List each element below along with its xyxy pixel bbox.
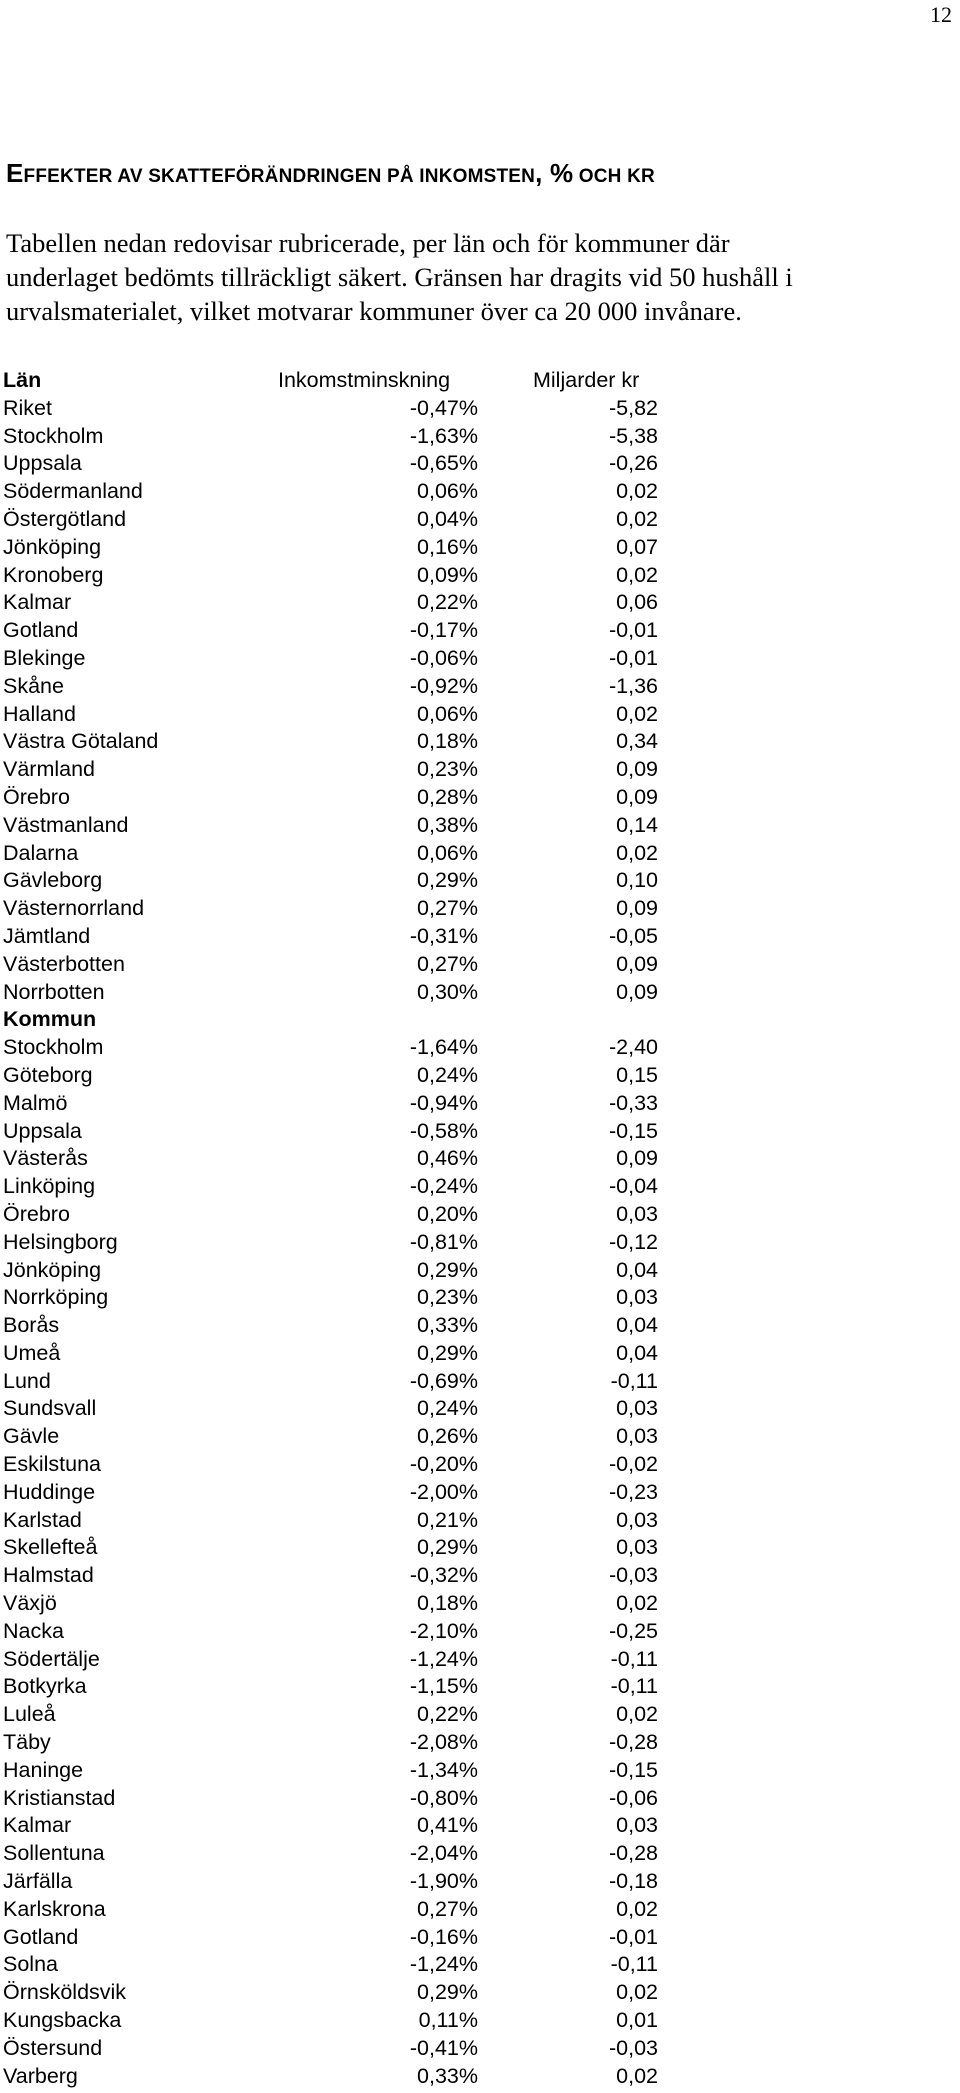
row-income-change: 0,29% [417,1980,478,2005]
row-billion-kr: 0,03 [616,1396,658,1421]
row-billion-kr: 0,02 [616,1591,658,1616]
row-income-change: 0,27% [417,1896,478,1921]
row-billion-kr: -0,25 [608,1618,658,1643]
table-row [3,1757,663,1785]
row-income-change: -0,31% [409,923,478,948]
row-billion-kr: -0,01 [608,1924,658,1949]
table-row [3,812,663,840]
row-billion-kr: -0,03 [608,2035,658,2060]
row-billion-kr: -0,26 [608,451,658,476]
row-billion-kr: 0,02 [616,2063,658,2088]
row-name: Västmanland [3,812,129,837]
table-row [3,1312,663,1340]
row-name: Kalmar [3,590,72,615]
row-name: Gotland [3,1924,79,1949]
row-billion-kr: -0,02 [608,1452,658,1477]
row-name: Norrbotten [3,979,105,1004]
row-income-change: -0,32% [409,1563,478,1588]
row-name: Kalmar [3,1813,72,1838]
row-name: Halmstad [3,1563,94,1588]
row-name: Östersund [3,2035,103,2060]
row-billion-kr: 0,02 [616,840,658,865]
row-billion-kr: -0,03 [608,1563,658,1588]
row-income-change: -0,92% [409,673,478,698]
row-income-change: -0,65% [409,451,478,476]
row-billion-kr: 0,10 [616,868,658,893]
intro-paragraph [6,226,946,328]
row-billion-kr: -5,82 [608,395,658,420]
row-name: Värmland [3,757,96,782]
row-billion-kr: 0,04 [616,1313,658,1338]
table-row [3,1534,663,1562]
table-row [3,1090,663,1118]
table-row [3,1840,663,1868]
row-income-change: 0,22% [417,590,478,615]
row-name: Jämtland [3,923,91,948]
row-billion-kr: 0,14 [616,812,658,837]
table-row [3,1423,663,1451]
row-name: Dalarna [3,840,79,865]
table-row [3,589,663,617]
row-billion-kr: 0,09 [616,784,658,809]
row-billion-kr: 0,07 [616,534,658,559]
table-row [3,1618,663,1646]
row-income-change: 0,27% [417,896,478,921]
page-number: 12 [930,2,952,27]
intro-line: urvalsmaterialet, vilket motvarar kommuner över ca 20 000 invånare. [6,296,742,326]
row-income-change: 0,46% [417,1146,478,1171]
table-row [3,840,663,868]
table-row [3,395,663,423]
row-income-change: -2,10% [409,1618,478,1643]
table-row [3,1646,663,1674]
row-income-change: -1,90% [409,1869,478,1894]
row-name: Halland [3,701,76,726]
row-billion-kr: 0,02 [616,506,658,531]
table-row [3,2007,663,2035]
row-billion-kr: -0,15 [608,1757,658,1782]
row-billion-kr: 0,09 [616,1146,658,1171]
row-billion-kr: -5,38 [608,423,658,448]
row-name: Umeå [3,1340,61,1365]
table-row [3,1201,663,1229]
row-income-change: 0,06% [417,840,478,865]
row-billion-kr: 0,01 [616,2008,658,2033]
row-name: Stockholm [3,423,104,448]
row-income-change: 0,38% [417,812,478,837]
table-row [3,1896,663,1924]
row-income-change: 0,29% [417,1340,478,1365]
row-income-change: 0,26% [417,1424,478,1449]
row-name: Helsingborg [3,1229,118,1254]
row-name: Botkyrka [3,1674,87,1699]
table-row [3,423,663,451]
table-row [3,1785,663,1813]
row-billion-kr: 0,03 [616,1285,658,1310]
column-header-lan: Län [3,368,42,392]
row-name: Täby [3,1730,51,1755]
row-billion-kr: -1,36 [608,673,658,698]
row-billion-kr: -0,01 [608,645,658,670]
row-name: Örebro [3,1201,70,1226]
row-billion-kr: -0,11 [610,1368,658,1393]
table-row [3,1924,663,1952]
table-row [3,1951,663,1979]
row-name: Södertälje [3,1646,100,1671]
table-row [3,506,663,534]
table-row [3,1673,663,1701]
row-billion-kr: -0,23 [608,1479,658,1504]
row-income-change: 0,11% [418,2008,478,2033]
row-name: Haninge [3,1757,84,1782]
row-name: Solna [3,1952,58,1977]
table-row [3,1062,663,1090]
table-row [3,1173,663,1201]
row-billion-kr: -0,18 [608,1869,658,1894]
row-name: Södermanland [3,479,143,504]
row-name: Järfälla [3,1869,73,1894]
row-billion-kr: 0,09 [616,896,658,921]
table-row [3,784,663,812]
row-billion-kr: 0,02 [616,1702,658,1727]
row-billion-kr: 0,03 [616,1813,658,1838]
row-name: Luleå [3,1702,56,1727]
row-name: Huddinge [3,1479,96,1504]
kommun-section-header: Kommun [3,1007,97,1032]
row-income-change: -1,34% [409,1757,478,1782]
row-income-change: 0,33% [417,2063,478,2088]
row-name: Sundsvall [3,1396,97,1421]
income-effect-table [3,367,663,2090]
table-row [3,1868,663,1896]
table-row [3,701,663,729]
row-name: Linköping [3,1174,96,1199]
row-name: Kronoberg [3,562,104,587]
table-row [3,645,663,673]
row-income-change: 0,06% [417,701,478,726]
row-income-change: 0,18% [417,729,478,754]
heading-initial: E [6,158,24,188]
row-name: Skellefteå [3,1535,98,1560]
row-income-change: -0,69% [409,1368,478,1393]
table-row [3,1257,663,1285]
row-billion-kr: 0,09 [616,951,658,976]
table-row [3,673,663,701]
table-row [3,2035,663,2063]
row-name: Uppsala [3,1118,82,1143]
row-billion-kr: 0,04 [616,1340,658,1365]
row-name: Nacka [3,1618,64,1643]
row-name: Växjö [3,1591,57,1616]
row-billion-kr: 0,02 [616,1980,658,2005]
table-row [3,979,663,1007]
table-row [3,1340,663,1368]
lan-rows [3,395,663,1007]
heading-part1: FFEKTER AV SKATTEFÖRÄNDRINGEN PÅ INKOMSTEN [23,166,536,187]
table-row [3,1590,663,1618]
table-row [3,1034,663,1062]
row-billion-kr: 0,15 [616,1062,658,1087]
row-income-change: 0,33% [417,1313,478,1338]
row-income-change: -0,94% [409,1090,478,1115]
table-row [3,562,663,590]
table-row [3,951,663,979]
row-billion-kr: -0,11 [610,1952,658,1977]
table-row [3,478,663,506]
row-billion-kr: -0,11 [610,1646,658,1671]
table-row [3,617,663,645]
table-row [3,1284,663,1312]
row-name: Blekinge [3,645,86,670]
table-row [3,1979,663,2007]
row-income-change: 0,24% [417,1396,478,1421]
row-name: Göteborg [3,1062,93,1087]
table-row [3,1507,663,1535]
column-header-inkomstminskning: Inkomstminskning [278,368,451,392]
row-billion-kr: 0,09 [616,979,658,1004]
row-billion-kr: 0,03 [616,1507,658,1532]
row-income-change: -0,16% [409,1924,478,1949]
row-billion-kr: 0,03 [616,1424,658,1449]
kommun-rows [3,1034,663,2090]
row-income-change: 0,29% [417,868,478,893]
intro-line: underlaget bedömts tillräckligt säkert. Gränsen har dragits vid 50 hushåll i [6,262,793,292]
table-row [3,450,663,478]
row-income-change: -0,81% [409,1229,478,1254]
row-income-change: 0,22% [417,1702,478,1727]
row-billion-kr: 0,34 [616,729,658,754]
row-income-change: 0,28% [417,784,478,809]
table-row [3,1479,663,1507]
row-income-change: 0,20% [417,1201,478,1226]
row-income-change: 0,27% [417,951,478,976]
row-name: Malmö [3,1090,68,1115]
row-income-change: -0,58% [409,1118,478,1143]
row-income-change: 0,41% [417,1813,478,1838]
table-row [3,1701,663,1729]
row-name: Norrköping [3,1285,109,1310]
row-name: Västra Götaland [3,729,159,754]
row-income-change: 0,30% [417,979,478,1004]
row-income-change: -0,47% [409,395,478,420]
table-row [3,1118,663,1146]
intro-line: Tabellen nedan redovisar rubricerade, per län och för kommuner där [6,228,730,258]
row-billion-kr: 0,02 [616,562,658,587]
row-billion-kr: 0,02 [616,1896,658,1921]
row-name: Kungsbacka [3,2008,122,2033]
row-name: Jönköping [3,534,102,559]
row-income-change: 0,23% [417,757,478,782]
row-billion-kr: 0,02 [616,479,658,504]
row-name: Örnsköldsvik [3,1980,127,2005]
row-income-change: 0,23% [417,1285,478,1310]
table-row [3,1229,663,1257]
row-name: Lund [3,1368,51,1393]
kommun-section-row [3,1006,663,1034]
row-billion-kr: -0,15 [608,1118,658,1143]
row-income-change: 0,29% [417,1535,478,1560]
row-billion-kr: 0,06 [616,590,658,615]
table-row [3,1729,663,1757]
table-row [3,2063,663,2091]
row-income-change: 0,16% [417,534,478,559]
row-billion-kr: -0,01 [608,618,658,643]
table-row [3,1395,663,1423]
row-billion-kr: 0,02 [616,701,658,726]
row-name: Gotland [3,618,79,643]
row-income-change: 0,29% [417,1257,478,1282]
row-income-change: -2,00% [409,1479,478,1504]
row-billion-kr: -0,05 [608,923,658,948]
row-name: Stockholm [3,1035,104,1060]
table-row [3,728,663,756]
row-billion-kr: -0,28 [608,1841,658,1866]
table-row [3,756,663,784]
heading-comma: , [535,158,543,188]
table-header-row [3,367,663,395]
row-name: Örebro [3,784,70,809]
row-income-change: -1,64% [409,1035,478,1060]
row-billion-kr: -0,12 [608,1229,658,1254]
row-name: Borås [3,1313,60,1338]
row-name: Kristianstad [3,1785,116,1810]
row-income-change: -1,24% [409,1952,478,1977]
row-billion-kr: 0,03 [616,1201,658,1226]
row-billion-kr: -2,40 [608,1035,658,1060]
row-income-change: 0,18% [417,1591,478,1616]
heading-percent: % [542,158,574,188]
row-name: Gävle [3,1424,60,1449]
row-name: Västerås [3,1146,88,1171]
row-billion-kr: -0,04 [608,1174,658,1199]
row-income-change: 0,04% [417,506,478,531]
row-billion-kr: -0,33 [608,1090,658,1115]
row-income-change: -0,17% [409,618,478,643]
row-billion-kr: 0,09 [616,757,658,782]
row-income-change: -1,24% [409,1646,478,1671]
row-name: Skåne [3,673,64,698]
row-income-change: 0,24% [417,1062,478,1087]
section-heading [6,158,655,189]
row-income-change: -0,24% [409,1174,478,1199]
row-billion-kr: 0,03 [616,1535,658,1560]
row-income-change: -2,08% [409,1730,478,1755]
heading-part2: OCH KR [573,166,655,187]
row-name: Karlskrona [3,1896,106,1921]
table-row [3,1145,663,1173]
row-name: Riket [3,395,52,420]
row-income-change: -0,06% [409,645,478,670]
table-row [3,1812,663,1840]
row-name: Karlstad [3,1507,82,1532]
row-billion-kr: -0,06 [608,1785,658,1810]
row-income-change: -1,63% [409,423,478,448]
row-income-change: -2,04% [409,1841,478,1866]
row-name: Varberg [3,2063,78,2088]
row-income-change: 0,06% [417,479,478,504]
row-billion-kr: 0,04 [616,1257,658,1282]
row-name: Jönköping [3,1257,102,1282]
row-name: Sollentuna [3,1841,105,1866]
table-row [3,1562,663,1590]
row-billion-kr: -0,28 [608,1730,658,1755]
column-header-miljarder: Miljarder kr [533,368,640,392]
row-name: Östergötland [3,506,127,531]
table-row [3,923,663,951]
row-income-change: -0,41% [409,2035,478,2060]
table-row [3,1368,663,1396]
table-row [3,1451,663,1479]
row-name: Uppsala [3,451,82,476]
table-row [3,867,663,895]
row-income-change: 0,21% [417,1507,478,1532]
row-name: Västernorrland [3,896,145,921]
row-billion-kr: -0,11 [610,1674,658,1699]
row-income-change: -0,80% [409,1785,478,1810]
row-name: Eskilstuna [3,1452,101,1477]
row-income-change: -1,15% [409,1674,478,1699]
row-name: Västerbotten [3,951,125,976]
row-income-change: 0,09% [417,562,478,587]
row-income-change: -0,20% [409,1452,478,1477]
table-row [3,534,663,562]
row-name: Gävleborg [3,868,103,893]
table-row [3,895,663,923]
